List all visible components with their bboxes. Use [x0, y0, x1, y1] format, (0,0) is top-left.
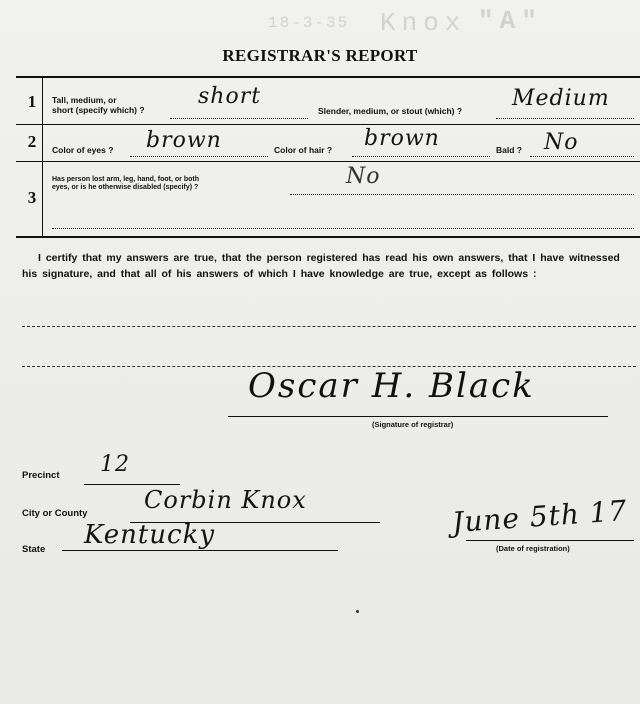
registrar-signature: Oscar H. Black [248, 366, 535, 406]
certification-text: I certify that my answers are true, that the person registered has read his own answers, that I have witnessed his signature, and that all of his answers of which I have knowledge are true, except as follows : [22, 252, 620, 280]
disability-answer: No [346, 164, 381, 189]
hair-color-answer: brown [364, 126, 440, 151]
archive-stamp [250, 6, 580, 44]
state-label: State [22, 544, 46, 555]
disability-answer-line [290, 194, 634, 195]
height-label-line1: Tall, medium, or [52, 95, 117, 105]
city-label: City or County [22, 508, 88, 519]
paper-speck [356, 610, 359, 613]
build-answer-line [496, 118, 634, 119]
date-caption: (Date of registration) [496, 544, 570, 553]
stamp-class: "A" [478, 6, 543, 36]
height-answer: short [198, 84, 262, 109]
city-value: Corbin Knox [144, 486, 307, 514]
eye-color-answer-line [130, 156, 268, 157]
bald-answer: No [544, 130, 579, 155]
row-number: 2 [27, 132, 37, 151]
page-title: REGISTRAR'S REPORT [222, 46, 418, 65]
signature-line [228, 416, 608, 417]
height-answer-line [170, 118, 308, 119]
table-bottom-border [16, 236, 640, 238]
number-column-divider [42, 77, 43, 236]
registration-date: June 5th 17 [451, 493, 629, 540]
bald-answer-line [530, 156, 634, 157]
table-top-border [16, 76, 640, 78]
bald-label: Bald ? [496, 145, 522, 155]
row-number: 1 [27, 92, 37, 111]
state-value: Kentucky [84, 520, 216, 550]
stamp-date: 18-3-35 [268, 14, 350, 32]
signature-caption: (Signature of registrar) [372, 420, 454, 429]
precinct-line [84, 484, 180, 485]
date-line [466, 540, 634, 541]
row-divider [16, 161, 640, 162]
height-label-line2: short (specify which) ? [52, 105, 145, 115]
row-number: 3 [27, 188, 37, 207]
hair-color-answer-line [352, 156, 490, 157]
precinct-label: Precinct [22, 470, 60, 481]
hair-color-label: Color of hair ? [274, 145, 333, 155]
eye-color-answer: brown [146, 128, 222, 153]
disability-label-line2: eyes, or is he otherwise disabled (specify) ? [52, 184, 199, 191]
disability-label-line1: Has person lost arm, leg, hand, foot, or both [52, 176, 200, 183]
row-divider [16, 124, 640, 125]
build-label: Slender, medium, or stout (which) ? [318, 106, 463, 116]
exception-line [22, 326, 636, 327]
build-answer: Medium [512, 86, 610, 111]
stamp-name: Knox [380, 8, 467, 38]
precinct-value: 12 [100, 452, 130, 477]
state-line [62, 550, 338, 551]
eye-color-label: Color of eyes ? [52, 145, 114, 155]
disability-answer-line-2 [52, 228, 634, 229]
